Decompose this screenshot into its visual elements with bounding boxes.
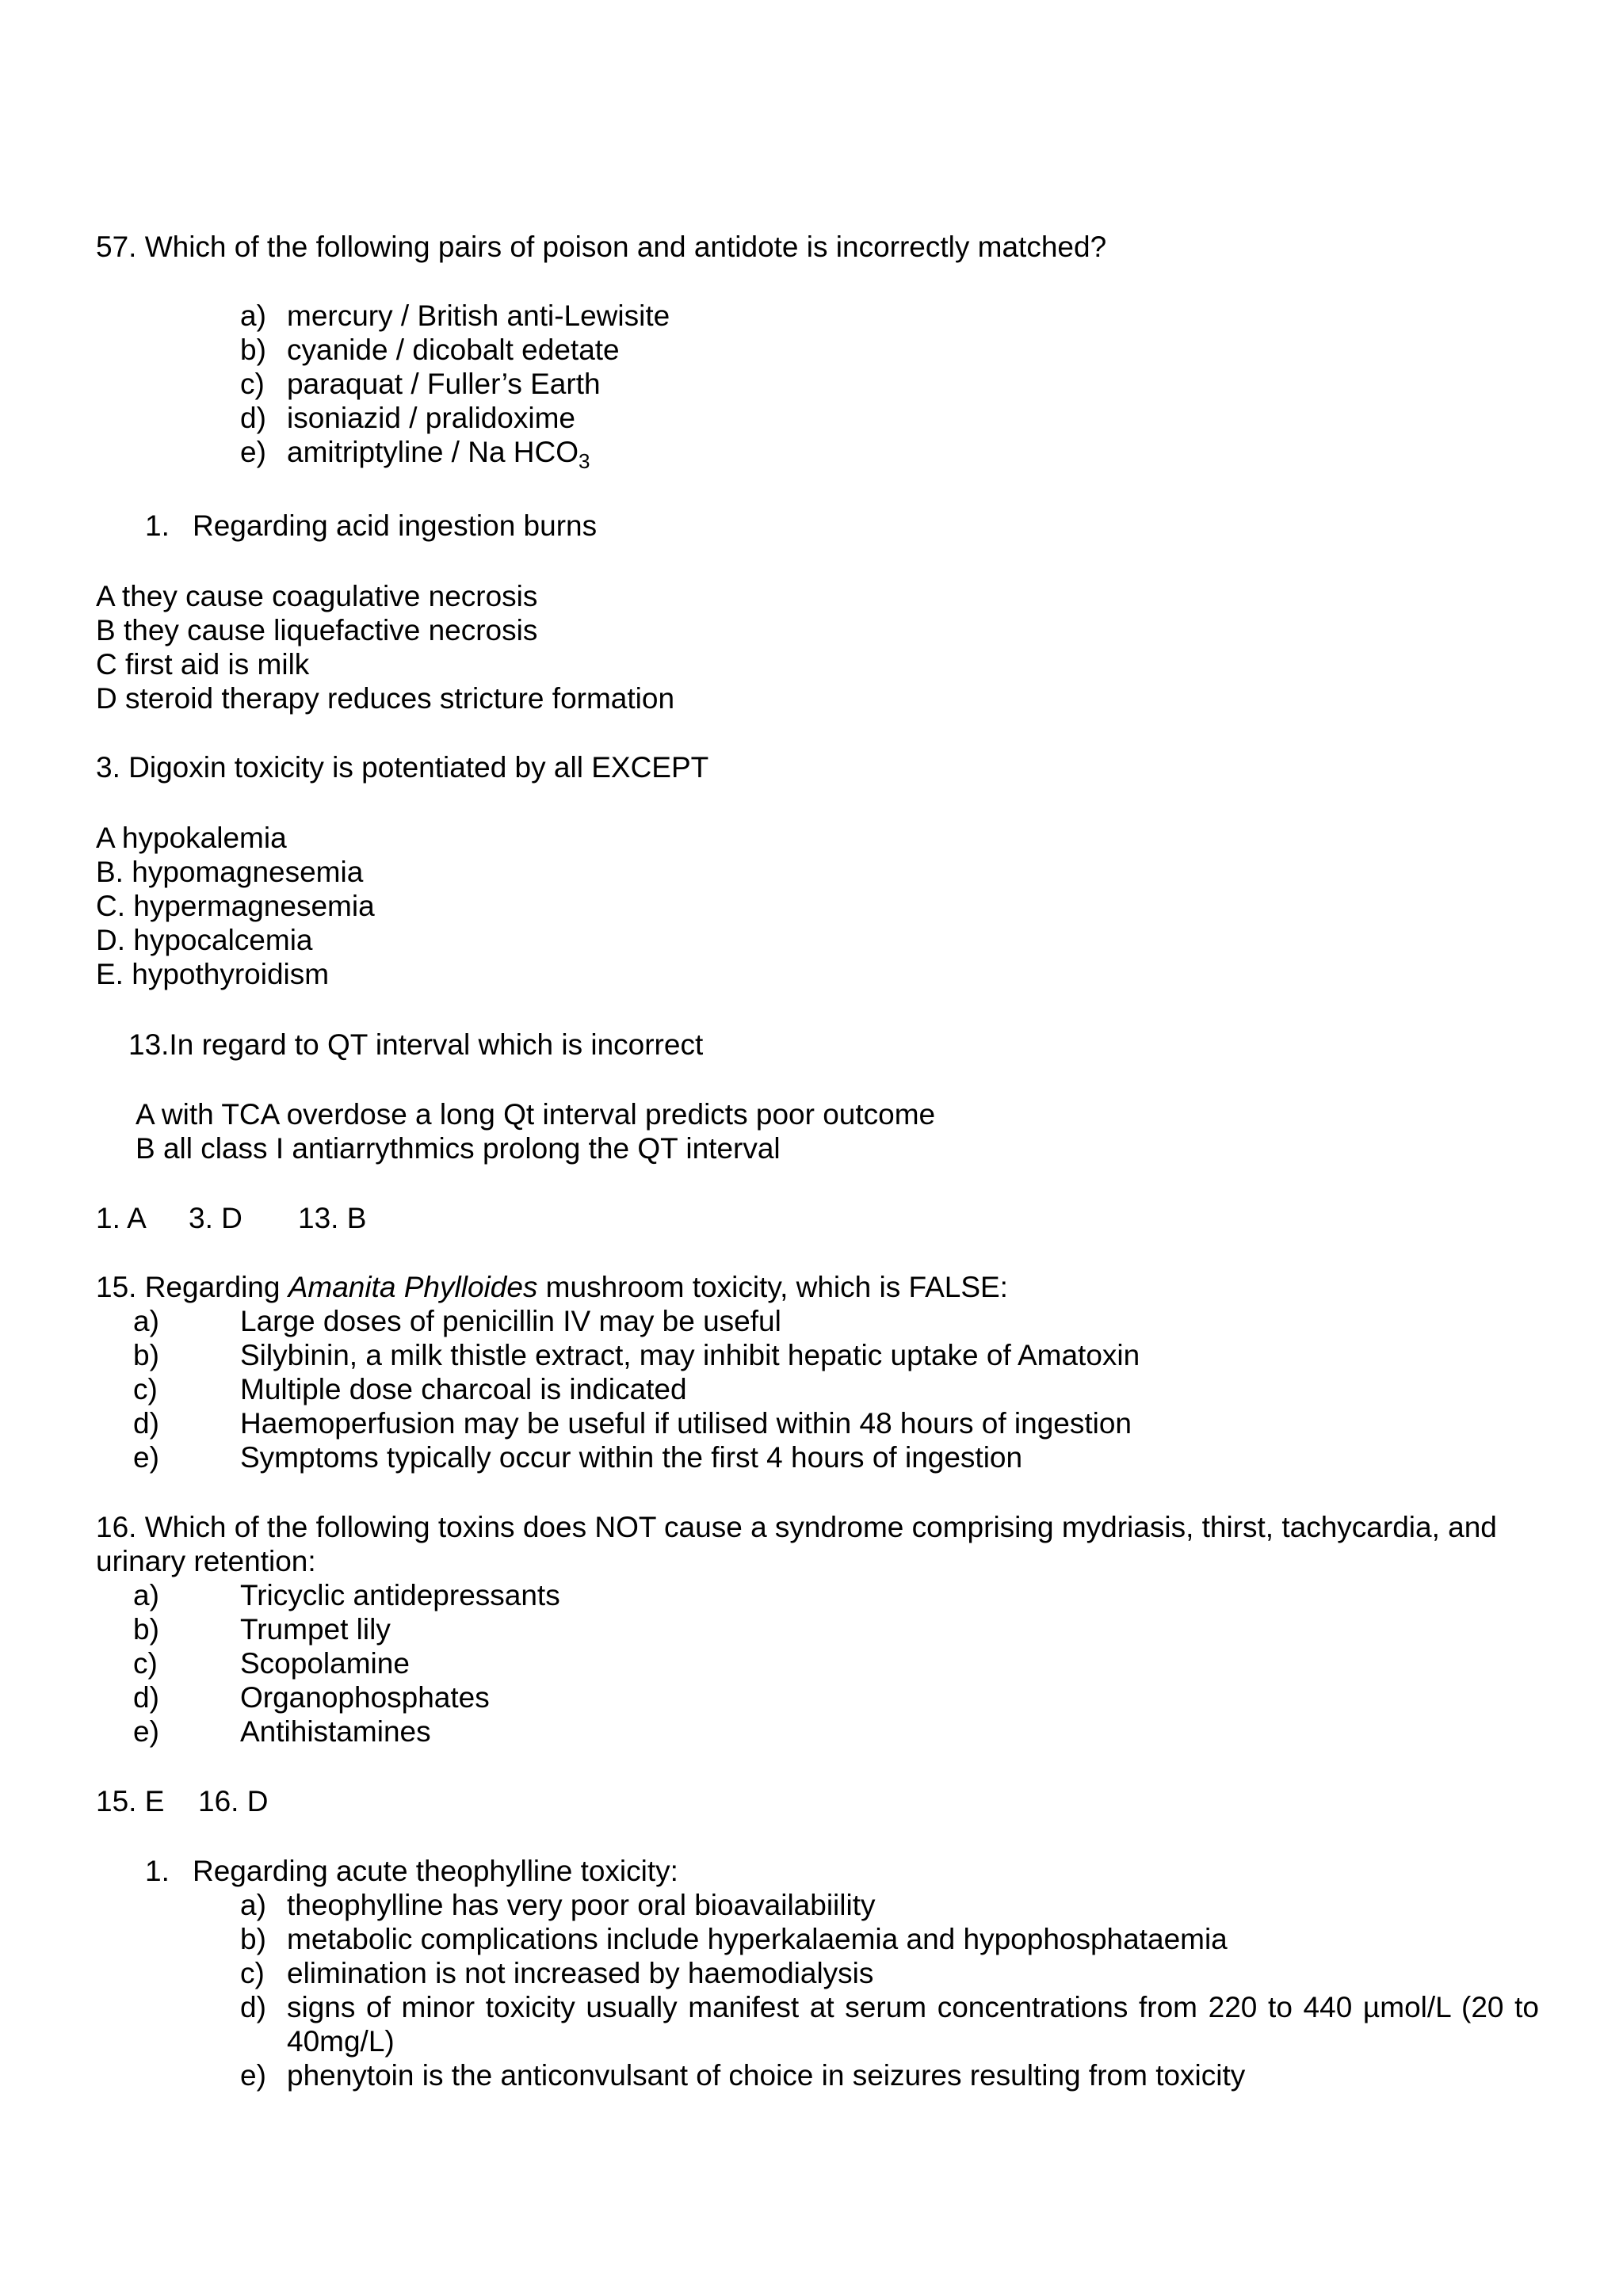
option-text: Scopolamine <box>240 1647 410 1680</box>
option-label: a) <box>133 1305 159 1337</box>
option-text: Trumpet lily <box>240 1613 391 1646</box>
option-label: d) <box>133 1681 159 1714</box>
option-label: d) <box>133 1407 159 1440</box>
option-label: c) <box>133 1373 158 1405</box>
option-text: Silybinin, a milk thistle extract, may inhibit hepatic uptake of Amatoxin <box>240 1339 1140 1371</box>
subscript: 3 <box>579 449 590 473</box>
option-text: signs of minor toxicity usually manifest at serum concentrations from 220 to 440 µmol/L (20 to 40mg/L) <box>287 1991 1539 2058</box>
q1-theo-stem: Regarding acute theophylline toxicity: <box>193 1855 678 1887</box>
option-text: mercury / British anti-Lewisite <box>287 299 670 332</box>
option-text: Large doses of penicillin IV may be useful <box>240 1305 781 1337</box>
answer-key: 15. E <box>96 1785 165 1817</box>
option-text: Symptoms typically occur within the first 4 hours of ingestion <box>240 1441 1023 1474</box>
option-text: B they cause liquefactive necrosis <box>96 614 538 646</box>
option-label: d) <box>240 1991 266 2023</box>
option-text: E. hypothyroidism <box>96 958 330 990</box>
q3-stem: 3. Digoxin toxicity is potentiated by all EXCEPT <box>96 751 709 784</box>
answer-key: 1. A <box>96 1202 147 1234</box>
option-label: b) <box>133 1613 159 1646</box>
option-text: B. hypomagnesemia <box>96 856 364 888</box>
option-text: A hypokalemia <box>96 822 287 854</box>
species-name: Amanita Phylloides <box>288 1271 538 1303</box>
option-text: C first aid is milk <box>96 648 310 681</box>
option-text: Organophosphates <box>240 1681 490 1714</box>
option-text: metabolic complications include hyperkalaemia and hypophosphataemia <box>287 1923 1228 1955</box>
option-label: e) <box>133 1715 159 1748</box>
option-text: phenytoin is the anticonvulsant of choice in seizures resulting from toxicity <box>287 2059 1246 2092</box>
option-text: amitriptyline / Na $HCO_3$ <box>287 436 590 473</box>
option-text: Antihistamines <box>240 1715 431 1748</box>
option-text: elimination is not increased by haemodialysis <box>287 1957 874 1989</box>
option-label: e) <box>240 2059 266 2092</box>
option-label: c) <box>240 1957 265 1989</box>
option-text: A they cause coagulative necrosis <box>96 580 538 612</box>
answer-key: 13. B <box>298 1202 367 1234</box>
option-text: B all class I antiarrythmics prolong the QT interval <box>136 1132 781 1165</box>
option-text: cyanide / dicobalt edetate <box>287 334 620 366</box>
option-text: theophylline has very poor oral bioavailabiility <box>287 1889 876 1921</box>
question-number: 1. <box>145 509 170 542</box>
q13-stem: 13.In regard to QT interval which is incorrect <box>128 1028 704 1061</box>
option-label: c) <box>240 368 265 400</box>
q16-stem: 16. Which of the following toxins does NOT cause a syndrome comprising mydriasis, thirst, tachycardia, and urinary retention: <box>96 1511 1497 1577</box>
option-label: c) <box>133 1647 158 1680</box>
option-label: a) <box>133 1579 159 1611</box>
question-number: 1. <box>145 1855 170 1887</box>
option-label: b) <box>240 334 266 366</box>
option-label: d) <box>240 402 266 434</box>
q1-acid-stem: Regarding acid ingestion burns <box>193 509 598 542</box>
option-label: a) <box>240 1889 266 1921</box>
option-text: C. hypermagnesemia <box>96 890 375 922</box>
option-label: b) <box>240 1923 266 1955</box>
option-text: isoniazid / pralidoxime <box>287 402 576 434</box>
option-label: e) <box>133 1441 159 1474</box>
option-text: Haemoperfusion may be useful if utilised within 48 hours of ingestion <box>240 1407 1132 1440</box>
option-text: Multiple dose charcoal is indicated <box>240 1373 687 1405</box>
option-label: a) <box>240 299 266 332</box>
option-text: D steroid therapy reduces stricture formation <box>96 682 675 715</box>
answer-key: 16. D <box>198 1785 269 1817</box>
option-text: D. hypocalcemia <box>96 924 313 956</box>
q15-stem: 15. Regarding Amanita Phylloides mushroom toxicity, which is FALSE: <box>96 1271 1008 1303</box>
option-label: e) <box>240 436 266 468</box>
option-text: A with TCA overdose a long Qt interval predicts poor outcome <box>136 1098 936 1131</box>
answer-key: 3. D <box>189 1202 242 1234</box>
option-text: paraquat / Fuller’s Earth <box>287 368 601 400</box>
q57-stem: 57. Which of the following pairs of poison and antidote is incorrectly matched? <box>96 231 1107 263</box>
option-text: Tricyclic antidepressants <box>240 1579 560 1611</box>
option-label: b) <box>133 1339 159 1371</box>
